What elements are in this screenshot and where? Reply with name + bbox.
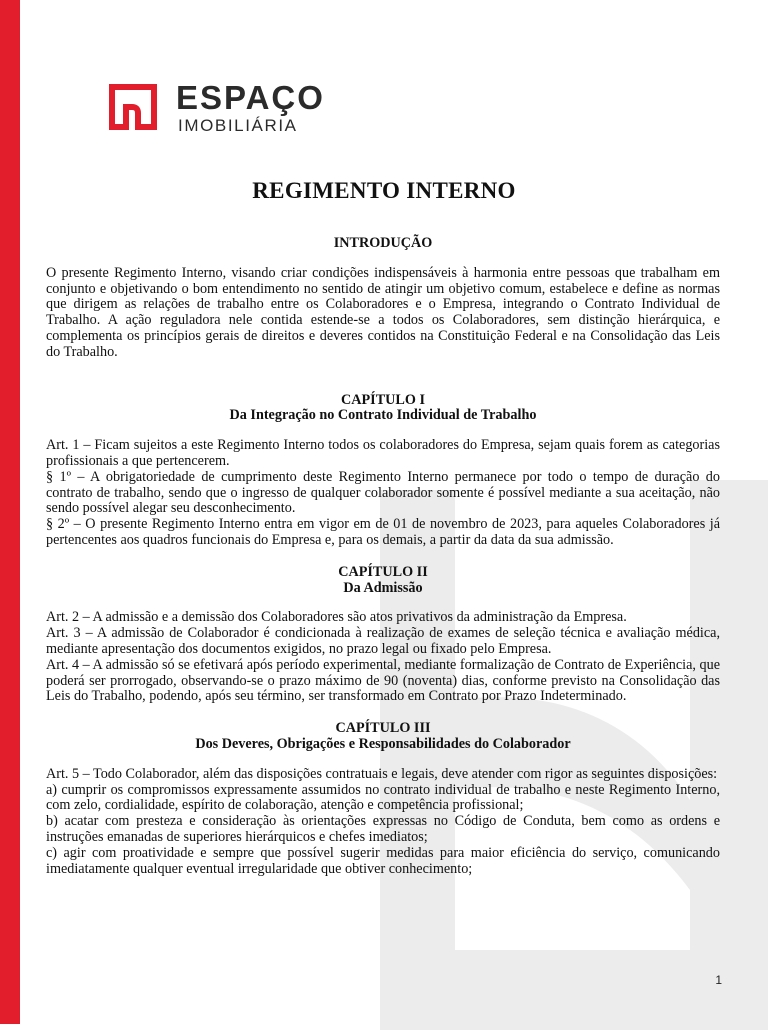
article-4: Art. 4 – A admissão só se efetivará após período experimental, mediante formalização de Contrato de Experiência, que poderá ser prorrogado, observando-se o prazo máximo de 90 (noventa) dias, conforme previsto na Consolidação das Leis do Trabalho, podendo, após seu término, ser transformado em Contrato por Prazo Indeterminado. <box>46 656 720 705</box>
article-1-paragraph-2: § 2º – O presente Regimento Interno entra em vigor em de 01 de novembro de 2023, para aqueles Colaboradores já pertencentes aos quadros funcionais do Empresa e, para os demais, a partir da data da sua admissão. <box>46 516 720 548</box>
article-5-item-b: b) acatar com presteza e consideração às orientações expressas no Código de Conduta, bem como as ordens e instruções emanadas de superiores hierárquicos e chefes imediatos; <box>46 813 720 845</box>
intro-heading: INTRODUÇÃO <box>333 235 433 251</box>
article-1: Art. 1 – Ficam sujeitos a este Regimento Interno todos os colaboradores do Empresa, sejam quais forem as categorias profissionais a que pertencerem. <box>46 437 720 469</box>
red-accent-bar <box>0 0 20 1024</box>
intro-paragraph: O presente Regimento Interno, visando criar condições indispensáveis à harmonia entre pessoas que trabalham em conjunto e objetivando o bom entendimento no sentido de atingir um objetivo comum, estabelece e define as normas que dirigem as relações de trabalho entre os Colaboradores e o Empresa, integrando o Contrato Individual de Trabalho. A ação reguladora nele contida estende-se a todos os Colaboradores, sem distinção hierárquica, e complementa os princípios gerais de direitos e deveres contidos na Constituição Federal e na Consolidação das Leis do Trabalho. <box>46 264 720 360</box>
article-3: Art. 3 – A admissão de Colaborador é condicionada à realização de exames de seleção técnica e avaliação médica, mediante apresentação dos documentos exigidos, no prazo legal ou fixado pelo Empresa. <box>46 625 720 657</box>
chapter-2-heading: CAPÍTULO II <box>338 563 428 580</box>
chapter-3-subheading: Dos Deveres, Obrigações e Responsabilidades do Colaborador <box>195 735 571 752</box>
document-title: REGIMENTO INTERNO <box>252 178 516 203</box>
page-number: 1 <box>715 973 722 987</box>
chapter-3-heading: CAPÍTULO III <box>335 720 431 737</box>
article-5-item-c: c) agir com proatividade e sempre que possível sugerir medidas para maior eficiência do serviço, comunicando imediatamente qualquer eventual irregularidade que obtiver conhecimento; <box>46 844 720 877</box>
brand-subtitle: IMOBILIÁRIA <box>178 116 298 135</box>
article-5: Art. 5 – Todo Colaborador, além das disposições contratuais e legais, deve atender com rigor as seguintes disposições: <box>46 765 718 782</box>
logo-mark-icon <box>108 83 158 131</box>
article-1-paragraph-1: § 1º – A obrigatoriedade de cumprimento deste Regimento Interno permanece por todo o tempo de duração do contrato de trabalho, sendo que o ingresso de qualquer colaborador somente é possível mediante a sua aceitação, não sendo possível alegar seu desconhecimento. <box>46 468 720 517</box>
chapter-2-subheading: Da Admissão <box>343 579 423 596</box>
brand-name: ESPAÇO <box>176 79 325 116</box>
article-5-item-a: a) cumprir os compromissos expressamente assumidos no contrato individual de trabalho e neste Regimento Interno, com zelo, cordialidade, espírito de colaboração, atenção e competência profissional; <box>46 781 720 814</box>
article-2: Art. 2 – A admissão e a demissão dos Colaboradores são atos privativos da administração da Empresa. <box>46 609 627 626</box>
document-body <box>46 236 720 877</box>
chapter-1-subheading: Da Integração no Contrato Individual de Trabalho <box>229 407 537 424</box>
company-logo <box>108 79 348 135</box>
chapter-1-heading: CAPÍTULO I <box>341 391 425 408</box>
